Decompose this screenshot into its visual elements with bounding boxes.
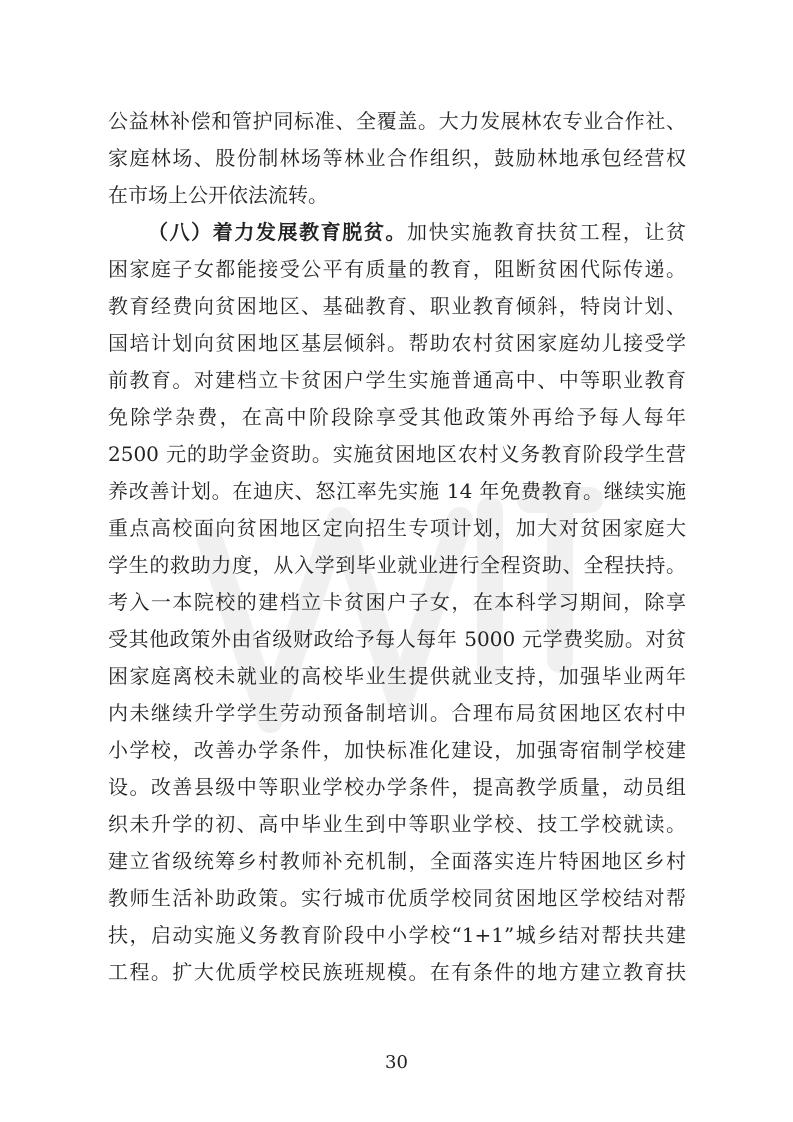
text-line-3: 在市场上公开依法流转。: [108, 183, 328, 207]
section-heading-rest: 加快实施教育扶贫工程，让贫: [407, 220, 686, 244]
text-line-20: 织未升学的初、高中毕业生到中等职业学校、技工学校就读。: [108, 812, 686, 836]
section-heading: （八）着力发展教育脱贫。: [148, 220, 407, 244]
text-line-17: 内未继续升学学生劳动预备制培训。合理布局贫困地区农村中: [108, 701, 686, 725]
text-line-6: 教育经费向贫困地区、基础教育、职业教育倾斜，特岗计划、: [108, 294, 686, 318]
text-line-23: 扶，启动实施义务教育阶段中小学校“1+1”城乡结对帮扶共建: [108, 923, 686, 947]
text-line-22: 教师生活补助政策。实行城市优质学校同贫困地区学校结对帮: [108, 886, 686, 910]
text-line-12: 重点高校面向贫困地区定向招生专项计划，加大对贫困家庭大: [108, 516, 686, 540]
text-line-10: 2500 元的助学金资助。实施贫困地区农村义务教育阶段学生营: [108, 442, 686, 466]
text-line-15: 受其他政策外由省级财政给予每人每年 5000 元学费奖励。对贫: [108, 627, 686, 651]
text-line-14: 考入一本院校的建档立卡贫困户子女，在本科学习期间，除享: [108, 590, 686, 614]
text-line-11: 养改善计划。在迪庆、怒江率先实施 14 年免费教育。继续实施: [108, 479, 686, 503]
section-line-1: [148, 217, 686, 247]
text-line-16: 困家庭离校未就业的高校毕业生提供就业支持，加强毕业两年: [108, 664, 686, 688]
text-line-24: 工程。扩大优质学校民族班规模。在有条件的地方建立教育扶: [108, 960, 686, 984]
text-line-18: 小学校，改善办学条件，加快标准化建设，加强寄宿制学校建: [108, 738, 686, 762]
page-number: 30: [385, 1052, 408, 1073]
text-line-21: 建立省级统筹乡村教师补充机制，全面落实连片特困地区乡村: [108, 849, 686, 873]
text-line-7: 国培计划向贫困地区基层倾斜。帮助农村贫困家庭幼儿接受学: [108, 331, 686, 355]
text-line-8: 前教育。对建档立卡贫困户学生实施普通高中、中等职业教育: [108, 368, 686, 392]
text-line-1: 公益林补偿和管护同标准、全覆盖。大力发展林农专业合作社、: [108, 109, 686, 133]
text-line-5: 困家庭子女都能接受公平有质量的教育，阻断贫困代际传递。: [108, 257, 686, 281]
text-line-2: 家庭林场、股份制林场等林业合作组织，鼓励林地承包经营权: [108, 146, 686, 170]
text-line-19: 设。改善县级中等职业学校办学条件，提高教学质量，动员组: [108, 775, 686, 799]
text-line-9: 免除学杂费，在高中阶段除享受其他政策外再给予每人每年: [108, 405, 686, 429]
text-line-13: 学生的救助力度，从入学到毕业就业进行全程资助、全程扶持。: [108, 553, 686, 577]
